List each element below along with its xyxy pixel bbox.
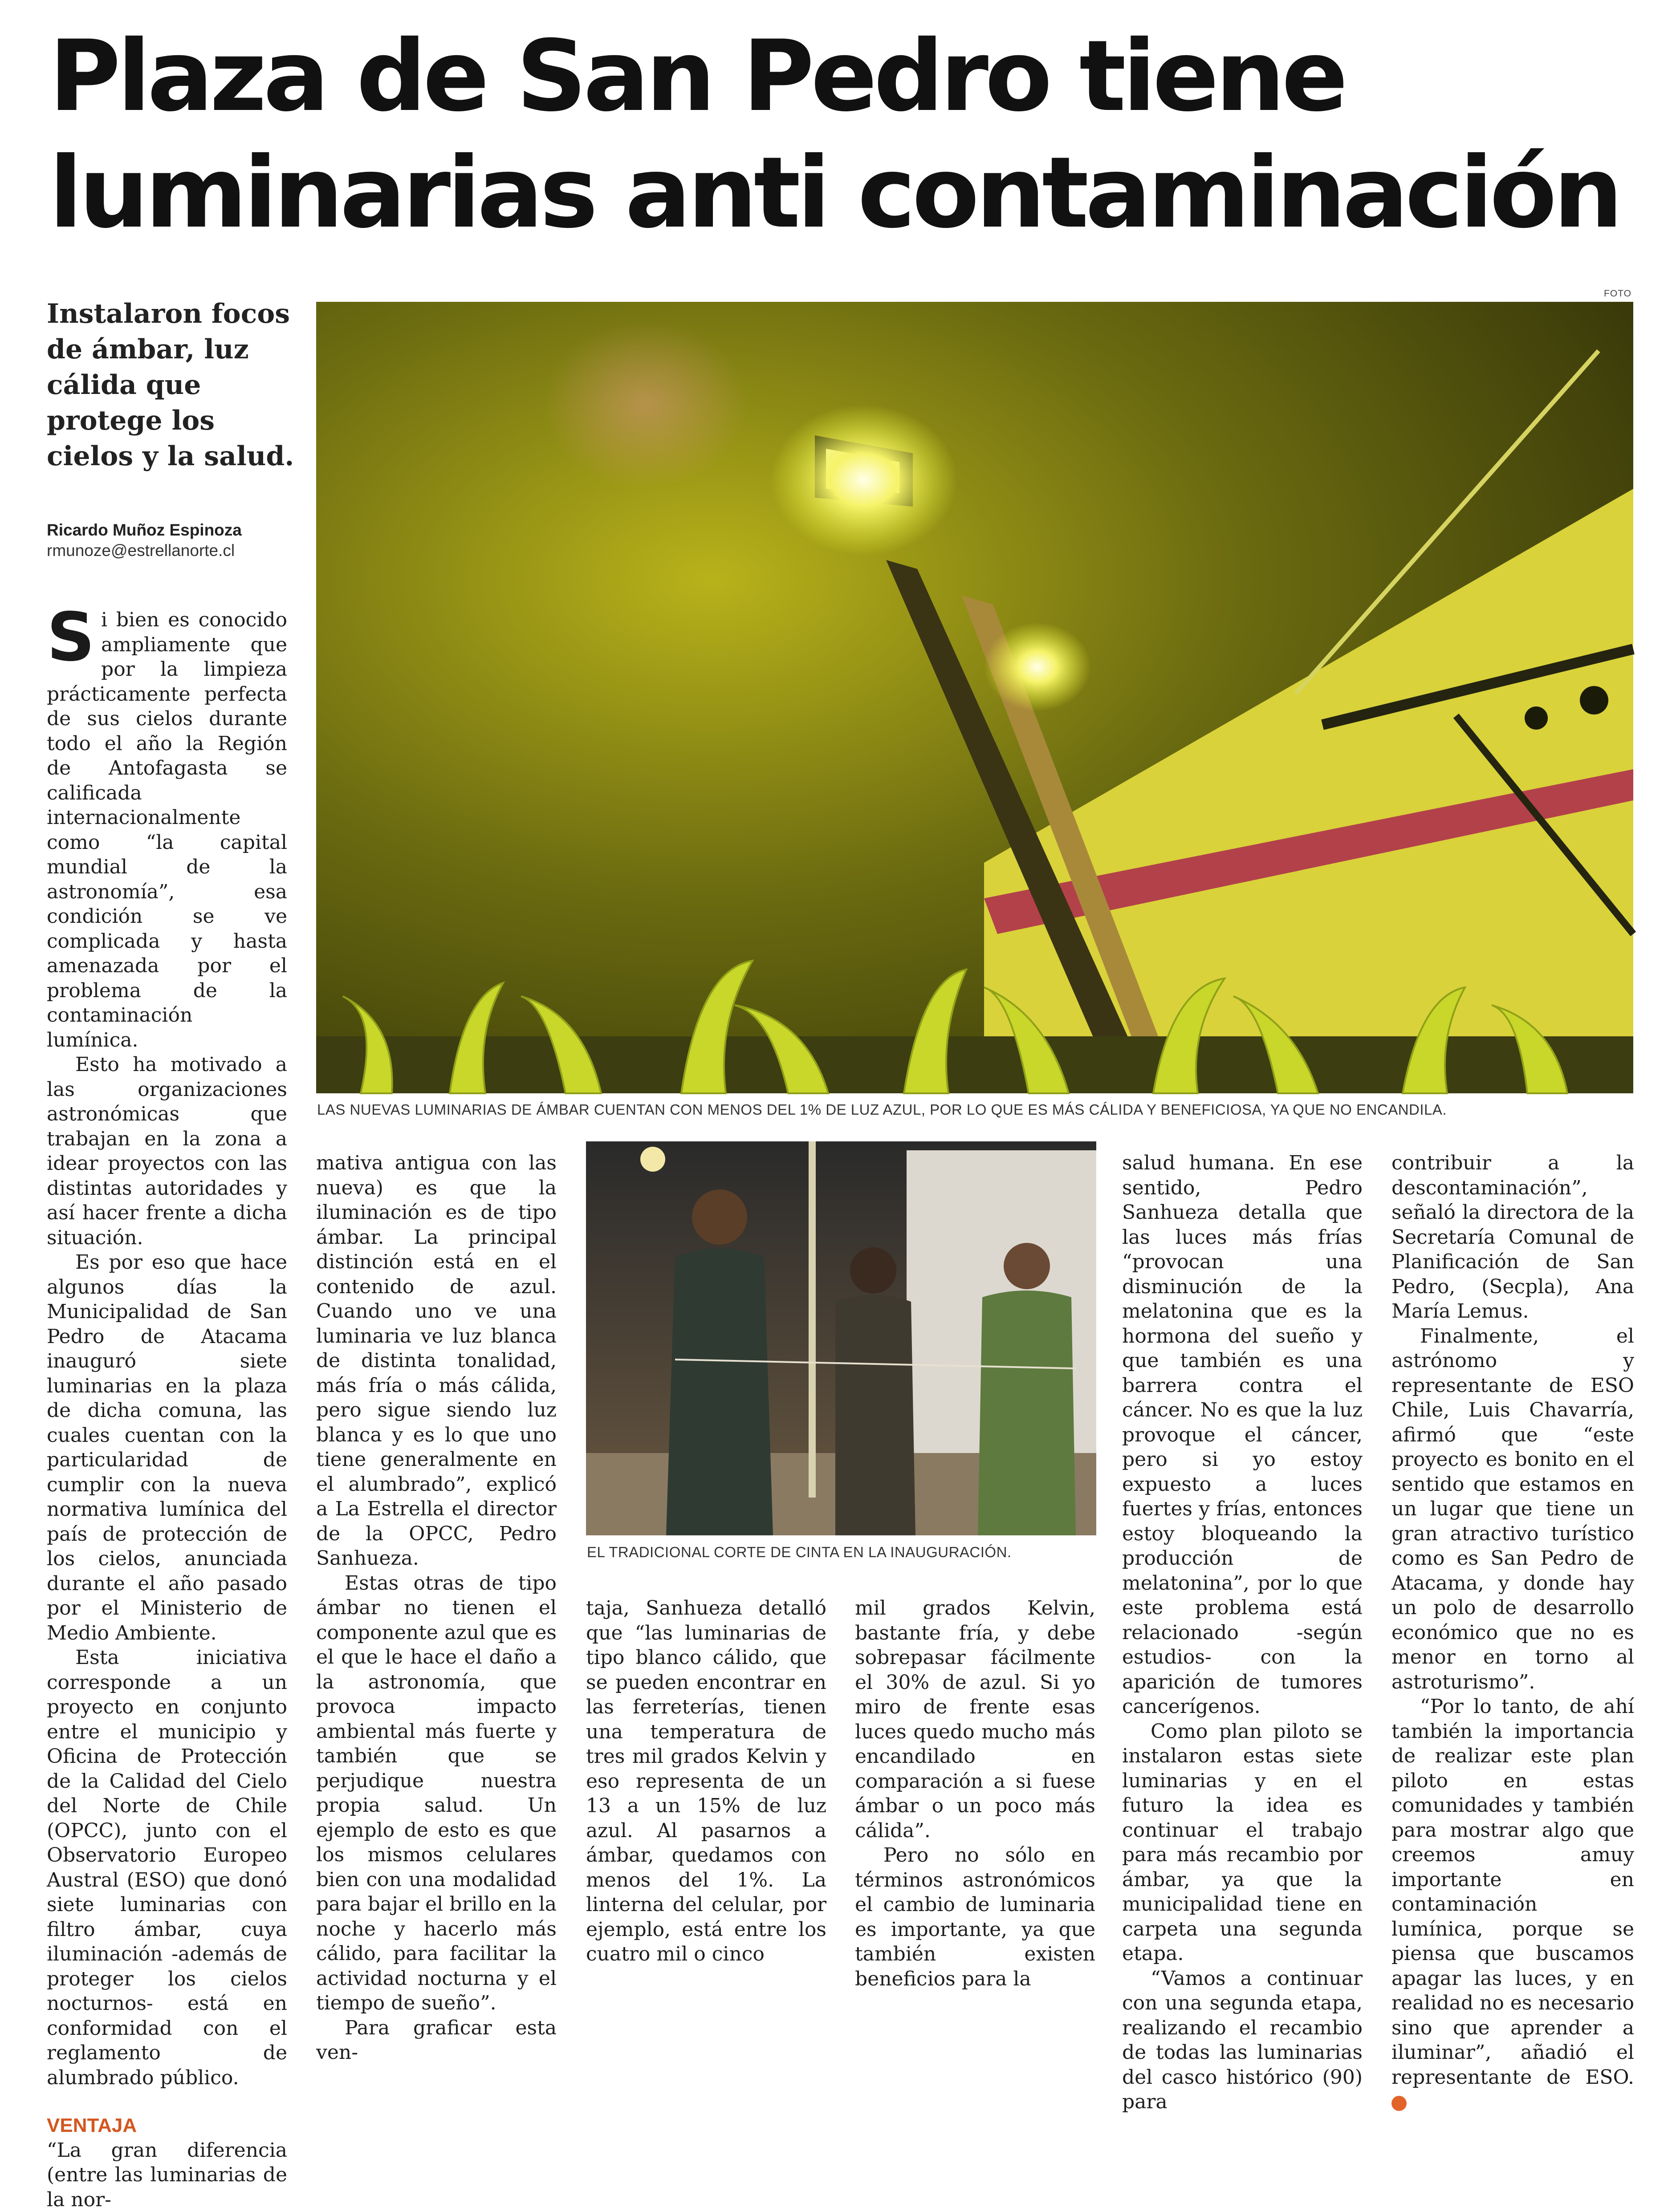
lamp-icon [640, 1147, 665, 1172]
main-photo [316, 302, 1633, 1093]
article-paragraph: Pero no sólo en términos astronómicos el cambio de luminaria es importante, ya que también existen beneficios para la [855, 1843, 1095, 1991]
article-paragraph: mil grados Kelvin, bastante fría, y debe sobrepasar fácilmente el 30% de azul. Si yo miro de frente esas luces quedo mucho más encandilado en comparación a si fuese ámbar o un poco más cálida”. [855, 1596, 1095, 1843]
main-photo-caption: LAS NUEVAS LUMINARIAS DE ÁMBAR CUENTAN CON MENOS DEL 1% DE LUZ AZUL, POR LO QUE ES MÁS CÁLIDA Y BENEFICIOSA, YA QUE NO ENCANDILA. [317, 1101, 1447, 1118]
article-paragraph: contribuir a la descontaminación”, señaló la directora de la Secretaría Comunal de Planificación de San Pedro, (Secpla), Ana María Lemus. [1391, 1151, 1634, 1324]
article-column-3 [586, 1596, 826, 1930]
secondary-photo-caption: EL TRADICIONAL CORTE DE CINTA EN LA INAUGURACIÓN. [587, 1544, 1012, 1561]
photo-credit: FOTO [1604, 288, 1631, 299]
article-paragraph: Si bien es conocido ampliamente que por la limpieza prácticamente perfecta de sus cielos durante todo el año la Región de Antofagasta se calificada internacionalmente como “la capital mundial de la astronomía”, esa condición se ve complicada y hasta amenazada por el problema de la contaminación lumínica. [47, 608, 287, 1052]
author-name: Ricardo Muñoz Espinoza [47, 521, 296, 540]
article-column-4 [855, 1596, 1095, 1930]
article-paragraph: mativa antigua con las nueva) es que la iluminación es de tipo ámbar. La principal distinción está en el contenido de azul. Cuando uno ve una luminaria ve luz blanca de distinta tonalidad, más fría o más cálida, pero sigue siendo luz blanca y es lo que uno tiene generalmente en el alumbrado”, explicó a La Estrella el director de la OPCC, Pedro Sanhueza. [316, 1151, 557, 1571]
headline [49, 18, 1634, 251]
article-paragraph: Es por eso que hace algunos días la Municipalidad de San Pedro de Atacama inauguró siete luminarias en la plaza de dicha comuna, las cuales cuentan con la particularidad de cumplir con la nueva normativa lumínica del país de protección de los cielos, anunciada durante el año pasado por el Ministerio de Medio Ambiente. [47, 1250, 287, 1645]
article-column-2 [316, 1151, 557, 1930]
headline-line-1: Plaza de San Pedro tiene [49, 18, 1634, 134]
article-paragraph: “La gran diferencia (entre las luminarias de la nor- [47, 2138, 287, 2212]
article-paragraph: taja, Sanhueza detalló que “las luminarias de tipo blanco cálido, que se pueden encontrar en las ferreterías, tienen una temperatura de tres mil grados Kelvin y eso representa de un 13 a un 15% de luz azul. Al pasarnos a ámbar, quedamos con menos del 1%. La linterna del celular, por ejemplo, está entre los cuatro mil o cinco [586, 1596, 826, 1967]
end-mark-icon: ✚ [1391, 2096, 1407, 2111]
article-paragraph: “Vamos a continuar con una segunda etapa, realizando el recambio de todas las luminarias del casco histórico (90) para [1122, 1966, 1363, 2115]
author-email: rmunoze@estrellanorte.cl [47, 541, 296, 560]
secondary-photo [586, 1141, 1096, 1535]
article-paragraph: Finalmente, el astrónomo y representante de ESO Chile, Luis Chavarría, afirmó que “este proyecto es bonito en el sentido que estamos en un lugar que tiene un gran atractivo turístico como es San Pedro de Atacama, y donde hay un polo de desarrollo económico que no es menor en torno al astroturismo”. [1391, 1324, 1634, 1695]
article-paragraph: Para graficar esta ven- [316, 2016, 557, 2065]
article-paragraph: Esta iniciativa corresponde a un proyecto en conjunto entre el municipio y Oficina de Protección de la Calidad del Cielo del Norte de Chile (OPCC), junto con el Observatorio Europeo Austral (ESO) que donó siete luminarias con filtro ámbar, cuya iluminación -además de proteger los cielos nocturnos- está en conformidad con el reglamento de alumbrado público. [47, 1645, 287, 2090]
byline [47, 521, 296, 560]
light-pole [809, 1141, 816, 1498]
article-paragraph: Estas otras de tipo ámbar no tienen el componente azul que es el que le hace el daño a la astronomía, que provoca impacto ambiental más fuerte y también que se perjudique nuestra propia salud. Un ejemplo de esto es que los mismos celulares bien con una modalidad para bajar el brillo en la noche y hacerlo más cálido, para facilitar la actividad nocturna y el tiempo de sueño”. [316, 1571, 557, 2016]
lens-flare [543, 320, 748, 489]
article-paragraph: Como plan piloto se instalaron estas siete luminarias y en el futuro la idea es continuar el trabajo para más recambio por ámbar, ya que la municipalidad tiene en carpeta una segunda etapa. [1122, 1719, 1363, 1966]
article-column-6 [1391, 1151, 1634, 1930]
article-paragraph: salud humana. En ese sentido, Pedro Sanhueza detalla que las luces más frías “provocan una disminución de la melatonina que es la hormona del sueño y que también es una barrera contra el cáncer. No es que la luz provoque el cáncer, pero si yo estoy expuesto a luces fuertes y frías, entonces estoy bloqueando la producción de melatonina”, por lo que este problema está relacionado -según estudios- con la aparición de tumores cancerígenos. [1122, 1151, 1363, 1719]
article-paragraph: “Por lo tanto, de ahí también la importancia de realizar este plan piloto en estas comunidades y también para mostrar algo que creemos amuy importante en contaminación lumínica, porque se piensa que buscamos apagar las luces, y en realidad no es necesario sino que aprender a iluminar”, añadió el representante de ESO. ✚ [1391, 1694, 1634, 2115]
drop-cap: S [47, 611, 95, 664]
section-subhead: VENTAJA [47, 2113, 287, 2138]
article-column-1 [47, 608, 287, 1930]
headline-line-2: luminarias anti contaminación [49, 134, 1634, 251]
deck: Instalaron focos de ámbar, luz cálida que protege los cielos y la salud. [47, 296, 296, 474]
article-paragraph: Esto ha motivado a las organizaciones astronómicas que trabajan en la zona a idear proyectos con las distintas autoridades y así hacer frente a dicha situación. [47, 1052, 287, 1250]
article-column-5 [1122, 1151, 1363, 1930]
